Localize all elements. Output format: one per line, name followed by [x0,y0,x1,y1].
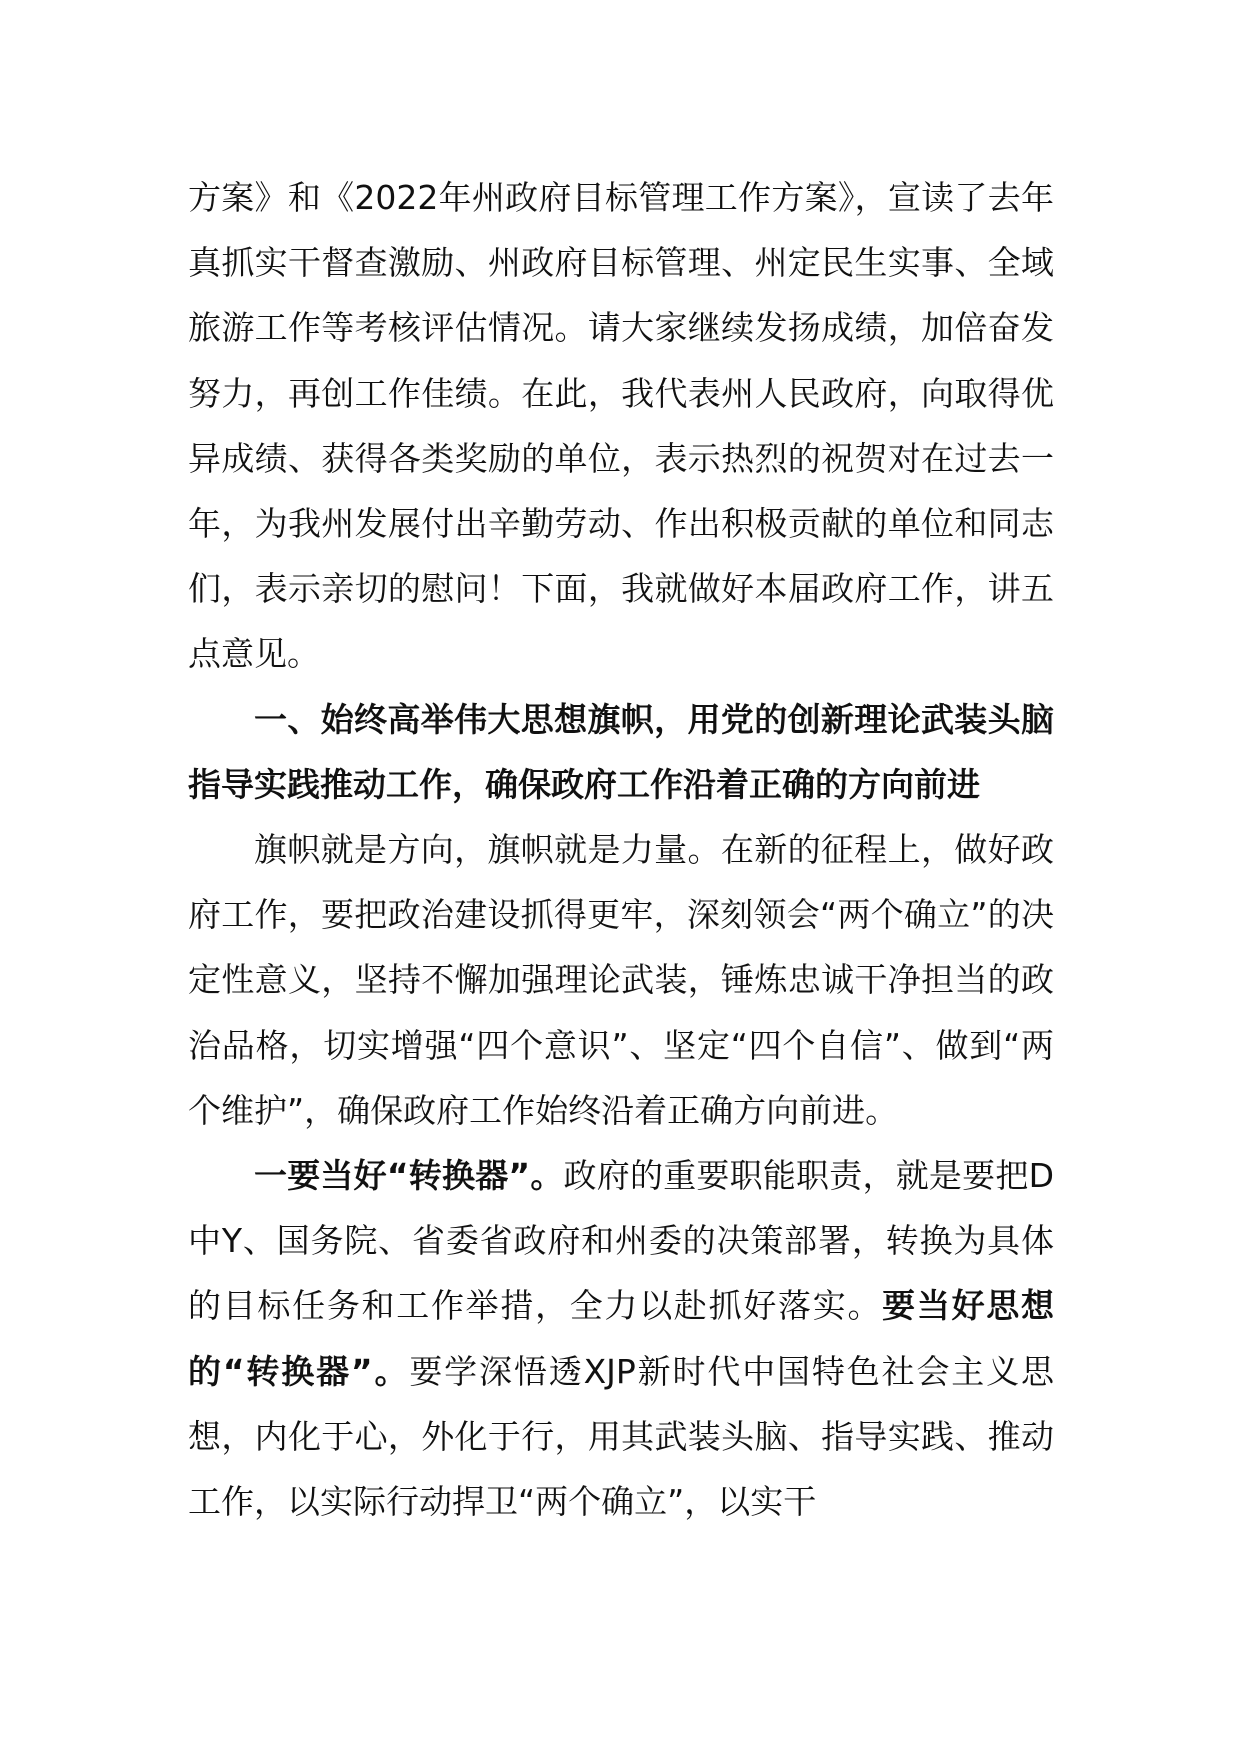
paragraph-text: 要学深悟透XJP新时代中国特色社会主义思想，内化于心，外化于行，用其武装头脑、指导实践、推动工作，以实际行动捍卫“两个确立”，以实干 [188,1351,1054,1522]
paragraph-converter [188,1143,1054,1534]
paragraph-text: 政府的重要职能职责，就是要把D中Y、国务院、省委省政府和州委的决策部署，转换为具体的目标任务和工作举措，全力以赴抓好落实。 [188,1156,1054,1326]
section-heading-1 [188,687,1054,817]
paragraph-body [188,817,1054,1143]
bold-subheading-text: 要当好思想的“转换器”。 [188,1286,1055,1391]
document-page [188,165,1054,1534]
paragraph-text: 旗帜就是方向，旗帜就是力量。在新的征程上，做好政府工作，要把政治建设抓得更牢，深刻领会“两个确立”的决定性意义，坚持不懈加强理论武装，锤炼忠诚干净担当的政治品格，切实增强“四个意识”、坚定“四个自信”、做到“两个维护”，确保政府工作始终沿着正确方向前进。 [188,830,1054,1130]
paragraph-text: 方案》和《2022年州政府目标管理工作方案》，宣读了去年真抓实干督查激励、州政府目标管理、州定民生实事、全域旅游工作等考核评估情况。请大家继续发扬成绩，加倍奋发努力，再创工作佳绩。在此，我代表州人民政府，向取得优异成绩、获得各类奖励的单位，表示热烈的祝贺对在过去一年，为我州发展付出辛勤劳动、作出积极贡献的单位和同志们，表示亲切的慰问！下面，我就做好本届政府工作，讲五点意见。 [188,178,1054,674]
paragraph-continuation [188,165,1054,687]
bold-lead-text: 一要当好“转换器”。 [254,1156,564,1196]
section-heading-text: 一、始终高举伟大思想旗帜，用党的创新理论武装头脑指导实践推动工作，确保政府工作沿着正确的方向前进 [188,699,1054,804]
